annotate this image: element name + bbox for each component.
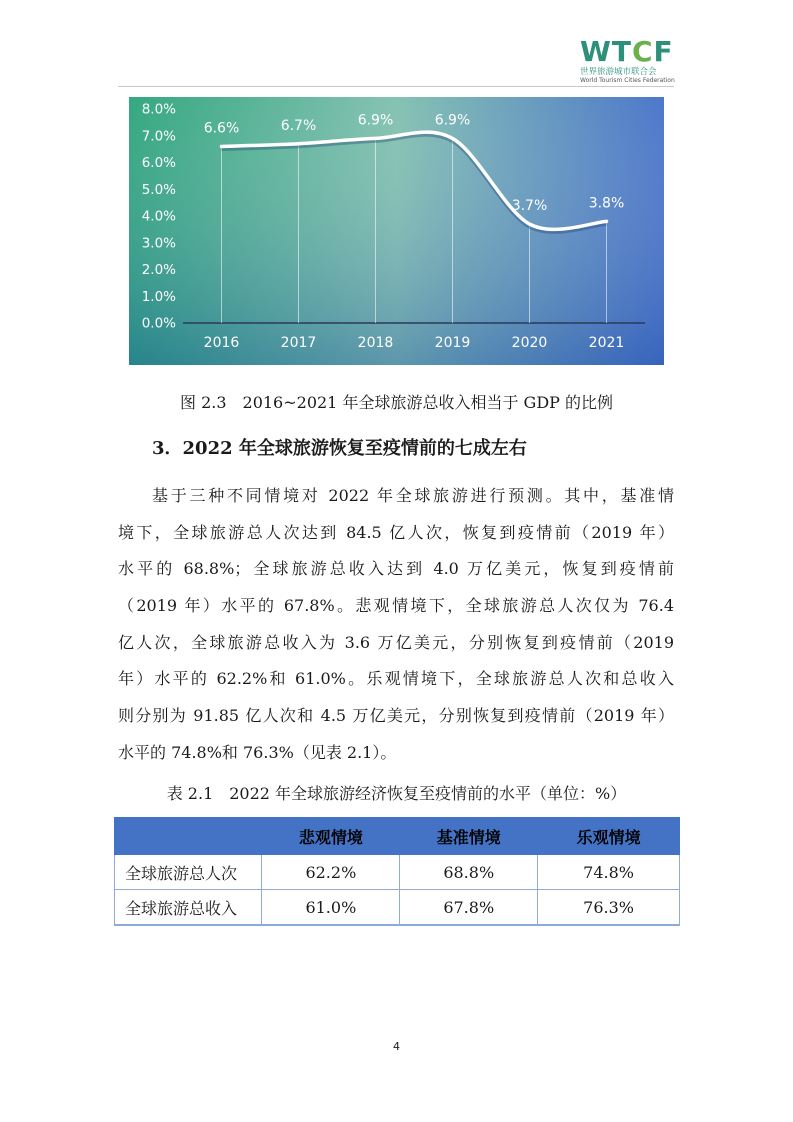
table-row-label: 全球旅游总人次 [115, 855, 262, 890]
y-tick-label: 6.0% [141, 155, 176, 171]
y-tick-label: 4.0% [141, 208, 176, 225]
table-cell: 61.0% [262, 890, 400, 926]
paragraph-line: 则分别为 91.85 亿人次和 4.5 万亿美元，分别恢复到疫情前（2019 年） [118, 706, 674, 726]
paragraph-line: （2019 年）水平的 67.8%。悲观情境下，全球旅游总人次仅为 76.4 [118, 596, 674, 616]
wtcf-logo [580, 35, 680, 84]
table-header-cell [115, 818, 262, 855]
y-tick-label: 8.0% [141, 101, 176, 118]
logo-mark: WTCF [580, 35, 674, 68]
gdp-ratio-chart [129, 97, 664, 365]
paragraph-line: 水平的 74.8%和 76.3%（见表 2.1）。 [118, 742, 397, 762]
table-cell: 68.8% [400, 855, 538, 890]
paragraph-line: 基于三种不同情境对 2022 年全球旅游进行预测。其中，基准情 [152, 486, 674, 505]
data-label: 3.7% [511, 198, 548, 215]
paragraph-line: 亿人次，全球旅游总收入为 3.6 万亿美元，分别恢复到疫情前（2019 [118, 632, 674, 652]
data-label: 6.9% [434, 112, 471, 129]
header-divider [118, 86, 674, 87]
x-tick-label: 2020 [511, 335, 548, 351]
x-tick-label: 2021 [588, 335, 625, 351]
figure-caption: 图 2.3 2016~2021 年全球旅游总收入相当于 GDP 的比例 [179, 393, 613, 412]
table-cell: 67.8% [400, 890, 538, 926]
chart-svg [129, 97, 664, 365]
table-header-cell: 基准情境 [400, 818, 538, 855]
x-tick-label: 2018 [357, 335, 394, 351]
y-tick-label: 3.0% [141, 235, 176, 252]
y-tick-label: 7.0% [141, 128, 176, 145]
data-label: 3.8% [588, 195, 625, 212]
table-row [115, 855, 680, 890]
paragraph-line: 年）水平的 62.2%和 61.0%。乐观情境下，全球旅游总人次和总收入 [118, 669, 674, 689]
table-header-row [115, 818, 680, 855]
logo-english-name: World Tourism Cities Federation [580, 77, 675, 84]
x-tick-label: 2019 [434, 335, 471, 351]
table-row-label: 全球旅游总收入 [115, 890, 262, 926]
y-tick-label: 2.0% [141, 262, 176, 278]
recovery-table [114, 817, 680, 926]
y-tick-label: 5.0% [141, 181, 176, 198]
page-number: 4 [393, 1040, 400, 1053]
data-label: 6.6% [203, 120, 240, 137]
table-row [115, 890, 680, 926]
x-tick-label: 2017 [280, 335, 317, 351]
table-cell: 76.3% [538, 890, 680, 926]
data-label: 6.9% [357, 112, 394, 129]
table-cell: 62.2% [262, 855, 400, 890]
table-header-cell: 悲观情境 [262, 818, 400, 855]
data-label: 6.7% [280, 117, 317, 134]
body-paragraph [118, 478, 674, 772]
logo-chinese-name: 世界旅游城市联合会 [580, 67, 657, 77]
y-tick-label: 0.0% [141, 315, 176, 332]
table-header-cell: 乐观情境 [538, 818, 680, 855]
paragraph-line: 水平的 68.8%；全球旅游总收入达到 4.0 万亿美元，恢复到疫情前 [118, 559, 674, 579]
paragraph-line: 境下，全球旅游总人次达到 84.5 亿人次，恢复到疫情前（2019 年） [118, 522, 674, 542]
section-title: 3．2022 年全球旅游恢复至疫情前的七成左右 [152, 438, 527, 459]
table-caption: 表 2.1 2022 年全球旅游经济恢复至疫情前的水平（单位：%） [166, 784, 627, 803]
x-tick-label: 2016 [203, 335, 240, 351]
y-tick-label: 1.0% [141, 288, 176, 305]
table-cell: 74.8% [538, 855, 680, 890]
